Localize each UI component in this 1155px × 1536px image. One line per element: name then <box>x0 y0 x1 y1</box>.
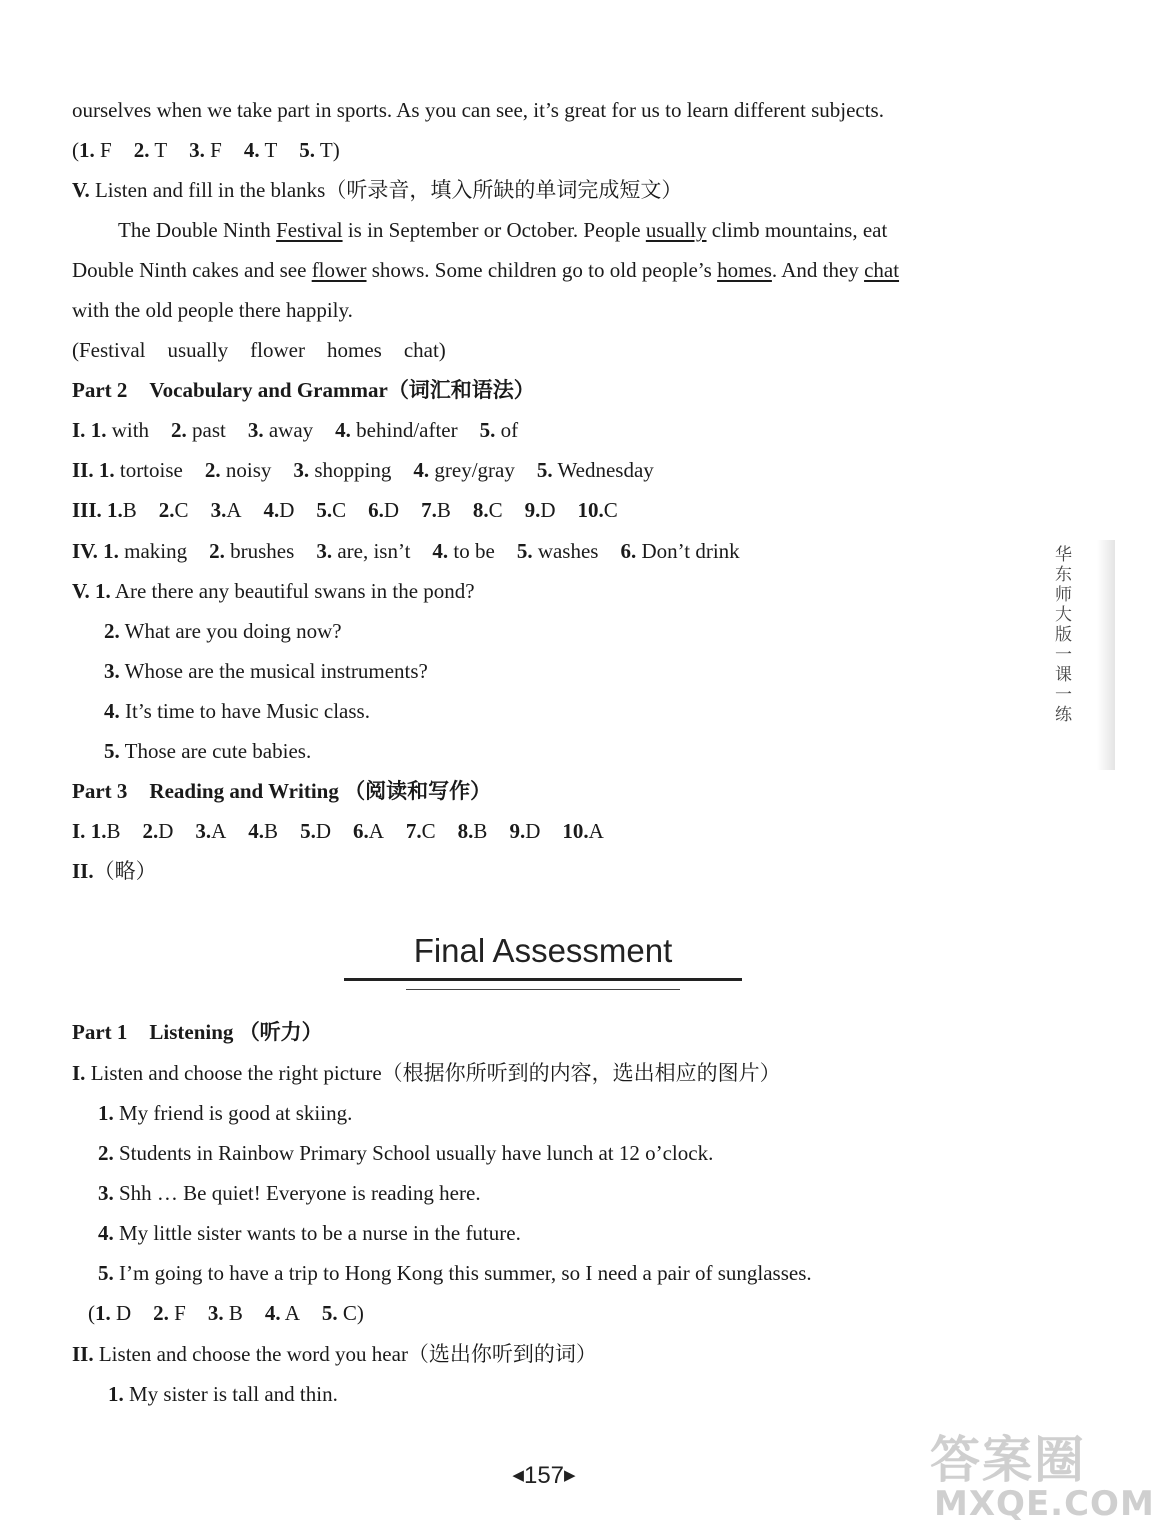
item-num: 1. <box>90 418 107 442</box>
item-num: 1. <box>108 1382 124 1406</box>
item-sentence: Students in Rainbow Primary School usually have lunch at 12 o’clock. <box>119 1141 714 1165</box>
item-num: 9. <box>509 819 526 843</box>
answer-1-num: 1. <box>79 138 95 162</box>
item-num: 4. <box>413 458 430 482</box>
item-num: 5. <box>104 739 120 763</box>
answer-4-val: T <box>264 138 278 162</box>
sentence-item-2 <box>104 618 342 644</box>
item-num: 6. <box>352 819 369 843</box>
passage-line-2 <box>72 257 899 283</box>
item-sentence: Are there any beautiful swans in the pond? <box>114 579 475 603</box>
item-answer: B <box>106 819 121 843</box>
section-heading-choose-picture <box>72 1060 781 1086</box>
item-num: 3. <box>210 498 227 522</box>
part-label: Part 3 <box>72 779 128 803</box>
section-number: II. <box>72 1342 94 1366</box>
item-answer: shopping <box>314 458 392 482</box>
item-num: 4. <box>432 539 449 563</box>
item-num: 8. <box>457 819 474 843</box>
filled-blank: Festival <box>276 218 343 242</box>
item-num: 4. <box>98 1221 114 1245</box>
row-number: IV. <box>72 539 98 563</box>
answer-3-val: F <box>210 138 222 162</box>
item-answer: of <box>500 418 519 442</box>
item-num: 2. <box>204 458 221 482</box>
item-answer: away <box>268 418 314 442</box>
item-answer: brushes <box>230 539 295 563</box>
item-answer: tortoise <box>119 458 183 482</box>
sentence-item-4 <box>104 698 370 724</box>
item-sentence: Whose are the musical instruments? <box>124 659 428 683</box>
item-num: 5. <box>300 819 316 843</box>
page-edge-shadow <box>1097 540 1115 770</box>
paragraph-continuation: ourselves when we take part in sports. As you can see, it’s great for us to learn different subjects. <box>72 98 884 122</box>
item-num: 4. <box>264 1301 281 1325</box>
passage-text: is in September or October. People <box>342 218 646 242</box>
row-number: V. <box>72 579 90 603</box>
answer-row-reading-ii <box>72 858 157 884</box>
item-answer: D <box>525 819 541 843</box>
item-answer: A <box>588 819 604 843</box>
item-answer: F <box>174 1301 186 1325</box>
passage-text: climb mountains, eat <box>706 218 888 242</box>
item-num: 4. <box>263 498 280 522</box>
answer-row-listening-tf: (1. F 2. T 3. F 4. T 5. T) <box>72 138 340 162</box>
item-num: 3. <box>316 539 333 563</box>
answer-row-vocab-iii <box>72 497 618 523</box>
fill-answer: chat <box>403 338 439 362</box>
item-answer: C <box>342 1301 357 1325</box>
item-num: 3. <box>207 1301 224 1325</box>
final-assessment-title: Final Assessment <box>413 932 673 969</box>
section-number: V. <box>72 178 90 202</box>
item-sentence: My friend is good at skiing. <box>119 1101 353 1125</box>
sentence-item-1 <box>72 578 475 604</box>
item-answer: C <box>332 498 347 522</box>
item-num: 4. <box>248 819 265 843</box>
item-num: 1. <box>98 1101 114 1125</box>
item-answer: making <box>124 539 188 563</box>
page-number <box>504 1462 584 1490</box>
part-1-heading <box>72 1019 323 1045</box>
item-answer: A <box>368 819 384 843</box>
row-number: II. <box>72 859 94 883</box>
answer-3-num: 3. <box>189 138 205 162</box>
item-num: 7. <box>405 819 422 843</box>
fill-answer: homes <box>326 338 382 362</box>
item-sentence: My sister is tall and thin. <box>129 1382 338 1406</box>
item-sentence: Shh … Be quiet! Everyone is reading here. <box>119 1181 481 1205</box>
item-num: 2. <box>142 819 159 843</box>
item-sentence: My little sister wants to be a nurse in the future. <box>119 1221 521 1245</box>
part-3-heading <box>72 778 491 804</box>
item-num: 5. <box>536 458 553 482</box>
item-answer: Don’t drink <box>641 539 740 563</box>
listening-item-5 <box>98 1260 812 1286</box>
item-num: 9. <box>524 498 541 522</box>
item-num: 7. <box>421 498 437 522</box>
item-sentence: Those are cute babies. <box>124 739 312 763</box>
item-answer: D <box>315 819 331 843</box>
item-answer: are, isn’t <box>337 539 411 563</box>
item-num: 2. <box>98 1141 114 1165</box>
item-num: 1. <box>103 539 119 563</box>
item-answer: A <box>284 1301 300 1325</box>
item-answer: noisy <box>225 458 272 482</box>
item-num: 3. <box>104 659 120 683</box>
item-num: 10. <box>562 819 589 843</box>
item-answer: A <box>211 819 227 843</box>
answer-row-reading-i <box>72 818 604 844</box>
item-answer: A <box>226 498 242 522</box>
filled-blank: flower <box>311 258 367 282</box>
answer-2-num: 2. <box>133 138 150 162</box>
section-text: Listen and choose the word you hear（选出你听到的词） <box>98 1342 597 1366</box>
item-answer: B <box>228 1301 243 1325</box>
item-sentence: What are you doing now? <box>124 619 342 643</box>
watermark-text-url: MXQE.COM <box>934 1484 1155 1524</box>
item-num: 2. <box>171 418 187 442</box>
answer-2 <box>134 138 167 162</box>
answer-5 <box>299 138 332 162</box>
title-rule-thick <box>344 978 742 981</box>
item-num: 2. <box>209 539 225 563</box>
item-sentence: It’s time to have Music class. <box>125 699 370 723</box>
item-answer: Wednesday <box>557 458 654 482</box>
item-num: 2. <box>153 1301 169 1325</box>
passage-text: Double Ninth cakes and see <box>72 258 312 282</box>
item-num: 10. <box>577 498 604 522</box>
item-answer: D <box>158 819 174 843</box>
answer-1 <box>79 138 112 162</box>
item-num: 5. <box>516 539 533 563</box>
fill-answer: flower <box>250 338 305 362</box>
item-answer: D <box>116 1301 132 1325</box>
passage-text: . And they <box>771 258 865 282</box>
answer-2-val: T <box>154 138 168 162</box>
fill-answer: Festival <box>79 338 146 362</box>
item-answer: B <box>473 819 488 843</box>
page-number-text: 157 <box>523 1462 565 1489</box>
item-num: 3. <box>195 819 212 843</box>
answer-row-choose-picture: (1. D 2. F 3. B 4. A 5. C) <box>88 1301 364 1325</box>
side-book-title: 华东师大版一课一练 <box>1051 545 1071 725</box>
part-title: Reading and Writing <box>149 779 339 803</box>
filled-blank: homes <box>717 258 772 282</box>
section-heading-fill-blanks <box>72 177 682 203</box>
item-num: 3. <box>247 418 264 442</box>
item-answer: past <box>192 418 226 442</box>
part-label: Part 1 <box>72 1020 128 1044</box>
item-num: 5. <box>316 498 333 522</box>
listening-ii-item-1 <box>108 1381 338 1407</box>
answer-row-vocab-ii <box>72 457 654 483</box>
item-answer: C <box>603 498 618 522</box>
listening-item-2 <box>98 1140 713 1166</box>
item-num: 5. <box>98 1261 114 1285</box>
item-answer: （略） <box>93 859 157 883</box>
item-num: 8. <box>472 498 489 522</box>
item-answer: C <box>421 819 436 843</box>
section-number: I. <box>72 1061 86 1085</box>
passage-text: The Double Ninth <box>118 218 277 242</box>
listening-item-1 <box>98 1100 352 1126</box>
item-num: 3. <box>98 1181 114 1205</box>
item-answer: grey/gray <box>434 458 515 482</box>
title-rule-thin <box>406 989 680 990</box>
answer-row-vocab-i <box>72 417 518 443</box>
fill-answer-list: (Festival usually flower homes chat) <box>72 338 446 362</box>
item-answer: to be <box>453 539 495 563</box>
section-text: Listen and choose the right picture（根据你所听到的内容，选出相应的图片） <box>90 1061 781 1085</box>
filled-blank: chat <box>864 258 900 282</box>
section-heading-choose-word <box>72 1341 597 1367</box>
item-answer: B <box>122 498 137 522</box>
watermark-logo <box>930 1420 1155 1528</box>
item-num: 2. <box>104 619 120 643</box>
answer-5-num: 5. <box>299 138 316 162</box>
item-num: 1. <box>107 498 123 522</box>
answer-row-vocab-iv <box>72 538 740 564</box>
item-answer: B <box>264 819 279 843</box>
sentence-item-3 <box>104 658 428 684</box>
item-num: 1. <box>90 819 107 843</box>
right-triangle-icon: ▶ <box>564 1467 576 1484</box>
row-number: I. <box>72 819 86 843</box>
item-answer: D <box>279 498 295 522</box>
part-title: Listening <box>149 1020 234 1044</box>
row-number: II. <box>72 458 94 482</box>
item-num: 6. <box>368 498 384 522</box>
item-num: 4. <box>104 699 120 723</box>
item-num: 2. <box>158 498 175 522</box>
answer-3 <box>189 138 222 162</box>
answer-4-num: 4. <box>243 138 260 162</box>
item-answer: D <box>540 498 556 522</box>
part-2-heading <box>72 377 535 403</box>
part-label: Part 2 <box>72 378 128 402</box>
answer-1-val: F <box>100 138 112 162</box>
left-triangle-icon: ◀ <box>512 1467 524 1484</box>
item-answer: behind/after <box>356 418 458 442</box>
item-num: 4. <box>335 418 351 442</box>
filled-blank: usually <box>645 218 707 242</box>
watermark-text-cn: 答案圈 <box>930 1431 1086 1489</box>
item-answer: B <box>436 498 451 522</box>
row-number: I. <box>72 418 86 442</box>
passage-line-3: with the old people there happily. <box>72 298 353 322</box>
part-title-cn: （词汇和语法） <box>387 378 535 402</box>
part-title-cn: （听力） <box>238 1020 323 1044</box>
item-answer: washes <box>537 539 599 563</box>
item-num: 5. <box>321 1301 338 1325</box>
listening-item-4 <box>98 1220 521 1246</box>
item-answer: C <box>488 498 503 522</box>
item-num: 5. <box>479 418 496 442</box>
row-number: III. <box>72 498 102 522</box>
item-num: 6. <box>620 539 637 563</box>
item-sentence: I’m going to have a trip to Hong Kong this summer, so I need a pair of sunglasses. <box>119 1261 812 1285</box>
part-title-cn: （阅读和写作） <box>344 779 492 803</box>
listening-item-3 <box>98 1180 481 1206</box>
section-text: Listen and fill in the blanks（听录音，填入所缺的单词完成短文） <box>94 178 683 202</box>
passage-text: shows. Some children go to old people’s <box>366 258 718 282</box>
part-title: Vocabulary and Grammar <box>149 378 388 402</box>
answer-4 <box>244 138 277 162</box>
item-num: 1. <box>95 1301 111 1325</box>
item-answer: C <box>174 498 189 522</box>
item-num: 3. <box>293 458 310 482</box>
answer-5-val: T <box>319 138 333 162</box>
sentence-item-5 <box>104 738 311 764</box>
passage-line-1 <box>118 217 887 243</box>
item-num: 1. <box>98 458 115 482</box>
item-num: 1. <box>94 579 111 603</box>
item-answer: D <box>383 498 400 522</box>
fill-answer: usually <box>167 338 229 362</box>
item-answer: with <box>111 418 150 442</box>
